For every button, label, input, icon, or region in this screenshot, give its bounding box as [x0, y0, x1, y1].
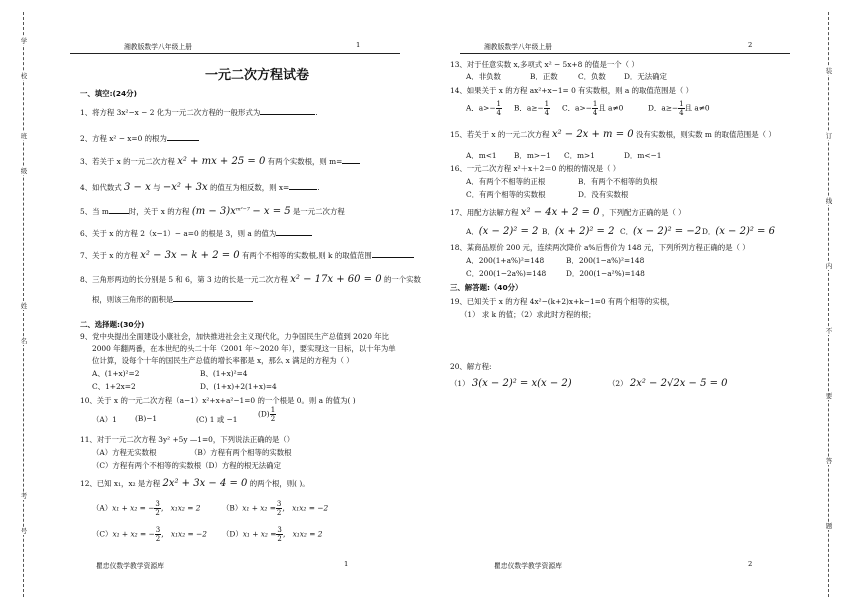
right-footer-source: 瞿忠仪数学教学资源库: [494, 562, 562, 570]
question-16-option-c: C．有两个相等的实数根: [466, 190, 546, 199]
question-9-option-c: C、1+2x=2: [92, 382, 136, 391]
question-14: 14、如果关于 x 的方程 ax²+x−1= 0 有实数根，则 a 的取值范围是（ ）: [450, 86, 694, 95]
question-6: 6、关于 x 的方程 2（x−1）− a=0 的根是 3，则 a 的值为: [80, 228, 312, 239]
fraction: $\frac{3}{2}$: [155, 500, 160, 517]
fraction: $\frac{1}{4}$: [544, 100, 550, 117]
answer-blank: [173, 294, 253, 302]
question-9-option-a: A、(1+x)²=2: [92, 369, 140, 378]
question-16-option-b: B．有两个不相等的负根: [578, 177, 658, 186]
left-gutter-char: 学: [18, 37, 30, 45]
fraction: $\frac{1}{2}$: [270, 406, 276, 423]
right-gutter-char: 线: [823, 197, 835, 205]
question-14-option-a: A．a>− $\frac{1}{4}$: [466, 100, 501, 117]
question-13-option-c: C．负数: [578, 72, 606, 81]
question-14-option-c: C．a>− $\frac{1}{4}$ 且 a≠0: [562, 100, 624, 117]
question-12: 12、已知 x₁，x₂ 是方程 2x² + 3x − 4 = 0 的两个根，则( )。: [80, 478, 310, 489]
question-9-option-b: B、(1+x)²=4: [200, 369, 248, 378]
left-gutter-char: 考: [18, 492, 30, 500]
right-gutter-char: 答: [823, 457, 835, 465]
right-gutter-char: 订: [823, 132, 835, 140]
section-answer-heading: 三、解答题:（40分）: [450, 283, 523, 292]
question-3: 3、若关于 x 的一元二次方程 x² + mx + 25 = 0 有两个实数根，则 m=: [80, 156, 360, 167]
answer-blank: [109, 206, 129, 214]
question-17-option-a: A．(x − 2)² = 2: [466, 226, 539, 237]
right-gutter-char: 要: [823, 392, 835, 400]
left-gutter-char: 号: [18, 527, 30, 535]
question-13-option-a: A．非负数: [466, 72, 501, 81]
question-15-option-a: A．m<1: [466, 151, 497, 160]
question-15-option-c: C．m>1: [564, 151, 595, 160]
question-20-part-2: （2） 2x² − 2√2x − 5 = 0: [608, 378, 728, 389]
fraction: $\frac{3}{2}$: [155, 526, 161, 543]
question-15: 15、若关于 x 的一元二次方程 x² − 2x + m = 0 没有实数根，则实数 m 的取值范围是（ ）: [450, 129, 776, 140]
answer-blank: [276, 228, 312, 236]
question-18-option-d: D．200(1−a²%)=148: [566, 269, 645, 278]
left-gutter-char: 姓: [18, 302, 30, 310]
question-10: 10、关于 x 的一元二次方程（a−1）x²+x+a²−1=0 的一个根是 0。则 a 的值为( ): [80, 396, 356, 405]
fraction: $\frac{3}{2}$: [277, 526, 282, 543]
left-gutter-char: 班: [18, 132, 30, 140]
question-19-parts: （1） 求 k 的值；（2）求此时方程的根；: [460, 310, 596, 319]
question-12-option-d: （D）x₁ + x₂ = $\frac{3}{2}$ ， x₁x₂ = 2: [222, 526, 323, 543]
question-14-option-d: D．a≥− $\frac{1}{4}$ 且 a≠0: [648, 100, 710, 117]
left-binding-gutter: [18, 12, 30, 597]
question-11-option-cd: （C）方程有两个不相等的实数根（D）方程的根无法确定: [92, 461, 281, 470]
question-12-option-a: （A）x₁ + x₂ = − $\frac{3}{2}$ ， x₁x₂ = 2: [92, 500, 201, 517]
fraction: $\frac{1}{4}$: [592, 100, 598, 117]
answer-blank: [260, 107, 315, 115]
left-gutter-char: 级: [18, 167, 30, 175]
left-gutter-char: 名: [18, 337, 30, 345]
right-dashed-binding-line: [828, 12, 829, 597]
question-20: 20、解方程:: [450, 362, 492, 371]
answer-blank: [342, 156, 360, 164]
right-gutter-char: 装: [823, 67, 835, 75]
answer-blank: [289, 182, 317, 190]
section-choice-heading: 二、选择题:(30分): [80, 320, 145, 329]
right-gutter-char: 题: [823, 522, 835, 530]
question-14-option-b: B．a≥− $\frac{1}{4}$: [514, 100, 550, 117]
right-gutter-char: 不: [823, 327, 835, 335]
left-gutter-char: 校: [18, 72, 30, 80]
question-16-option-d: D．没有实数根: [578, 190, 629, 199]
question-4: 4、如代数式 3 − x 与 −x² + 3x 的值互为相反数，则 x= .: [80, 182, 320, 193]
left-header-page: 1: [356, 41, 361, 49]
fraction: $\frac{1}{4}$: [679, 100, 684, 117]
question-15-option-d: D．m<−1: [624, 151, 662, 160]
answer-blank: [372, 250, 414, 258]
question-8: 8、三角形两边的长分别是 5 和 6，第 3 边的长是一元二次方程 x² − 17x + 60 = 0 的一个实数: [80, 274, 421, 285]
right-header-page: 2: [748, 41, 753, 49]
question-9-line1: 9、党中央提出全面建设小康社会，加快推进社会主义现代化，力争国民生产总值到 2020 年比: [80, 332, 390, 341]
question-8-cont: 根，则该三角形的面积是: [92, 294, 253, 305]
question-20-part-1: （1） 3(x − 2)² = x(x − 2): [450, 378, 572, 389]
question-18: 18、某商品原价 200 元，连续两次降价 a%后售价为 148 元，下列所列方程正确的是（ ）: [450, 243, 750, 252]
right-footer-page: 2: [748, 560, 753, 568]
question-13-option-d: D．无法确定: [624, 72, 667, 81]
question-7: 7、关于 x 的方程 x² − 3x − k + 2 = 0 有两个不相等的实数根,则 k 的取值范围: [80, 250, 414, 261]
question-2: 2、方程 x² − x=0 的根为: [80, 133, 199, 144]
question-18-option-c: C．200(1−2a%)=148: [466, 269, 547, 278]
left-footer-source: 瞿忠仪数学教学资源库: [96, 562, 164, 570]
paper-title: 一元二次方程试卷: [205, 68, 310, 83]
question-17-option-c: C．(x − 2)² = −2: [620, 226, 702, 237]
question-9-option-d: D、(1+x)+2(1+x)=4: [200, 382, 277, 391]
question-11: 11、对于一元二次方程 3y² +5y —1=0，下列说法正确的是（）: [80, 435, 295, 444]
right-header-title: 湘教版数学八年级上册: [484, 43, 552, 51]
question-18-option-b: B．200(1−a%)²=148: [566, 256, 645, 265]
question-16: 16、一元二次方程 x²＋x＋2＝0 的根的情况是（ ）: [450, 164, 621, 173]
right-header-rule: [460, 53, 790, 54]
question-1: 1、将方程 3x²−x − 2 化为一元二次方程的一般形式为 .: [80, 108, 318, 117]
question-18-option-a: A．200(1+a%)²=148: [466, 256, 545, 265]
question-13-option-b: B．正数: [530, 72, 558, 81]
question-12-option-c: （C）x₁ + x₂ = − $\frac{3}{2}$ ， x₁x₂ = −2: [92, 526, 207, 543]
answer-blank: [167, 133, 199, 141]
fraction: $\frac{1}{4}$: [496, 100, 501, 117]
question-10-option-d: (D) $\frac{1}{2}$: [258, 406, 276, 423]
right-binding-gutter: [823, 12, 835, 597]
question-10-option-b: (B)−1: [135, 414, 158, 423]
question-17-option-b: B．(x + 2)² = 2: [542, 226, 615, 237]
question-11-option-a: （A）方程无实数根: [92, 448, 157, 457]
question-16-option-a: A．有两个不相等的正根: [466, 177, 546, 186]
left-header-title: 湘教版数学八年级上册: [124, 43, 192, 51]
left-footer-page: 1: [344, 560, 349, 568]
question-15-option-b: B．m>−1: [514, 151, 551, 160]
question-17: 17、用配方法解方程 x² − 4x + 2 = 0 ，下列配方正确的是（ ）: [450, 207, 686, 218]
right-gutter-char: 内: [823, 262, 835, 270]
question-10-option-c: (C) 1 或 −1: [196, 415, 238, 424]
question-9-line2: 2000 年翻两番，在本世纪的头二十年（2001 年～2020 年），要实现这一目标，以十年为单: [92, 344, 396, 353]
question-9-line3: 位计算，设每个十年的国民生产总值的增长率都是 x，那么 x 满足的方程为（ ）: [92, 356, 354, 365]
question-12-option-b: （B）x₁ + x₂ = $\frac{3}{2}$ ， x₁x₂ = −2: [222, 500, 329, 517]
left-header-rule: [70, 53, 400, 54]
section-fill-in-heading: 一、填空:(24分): [80, 89, 137, 98]
question-11-option-b: （B）方程有两个相等的实数根: [190, 448, 292, 457]
question-10-option-a: （A）1: [92, 415, 117, 424]
fraction: $\frac{3}{2}$: [276, 500, 282, 517]
question-19: 19、已知关于 x 的方程 4x²−(k+2)x+k−1=0 有两个相等的实根，: [450, 297, 675, 306]
question-17-option-d: D．(x − 2)² = 6: [702, 226, 775, 237]
question-13: 13、对于任意实数 x,多项式 x² − 5x+8 的值是一个（ ）: [450, 60, 639, 69]
question-5: 5、当 m 时，关于 x 的方程 $(m - 3)x^{m^2-7} - x = 5$ 是一元二次方程: [80, 206, 345, 217]
